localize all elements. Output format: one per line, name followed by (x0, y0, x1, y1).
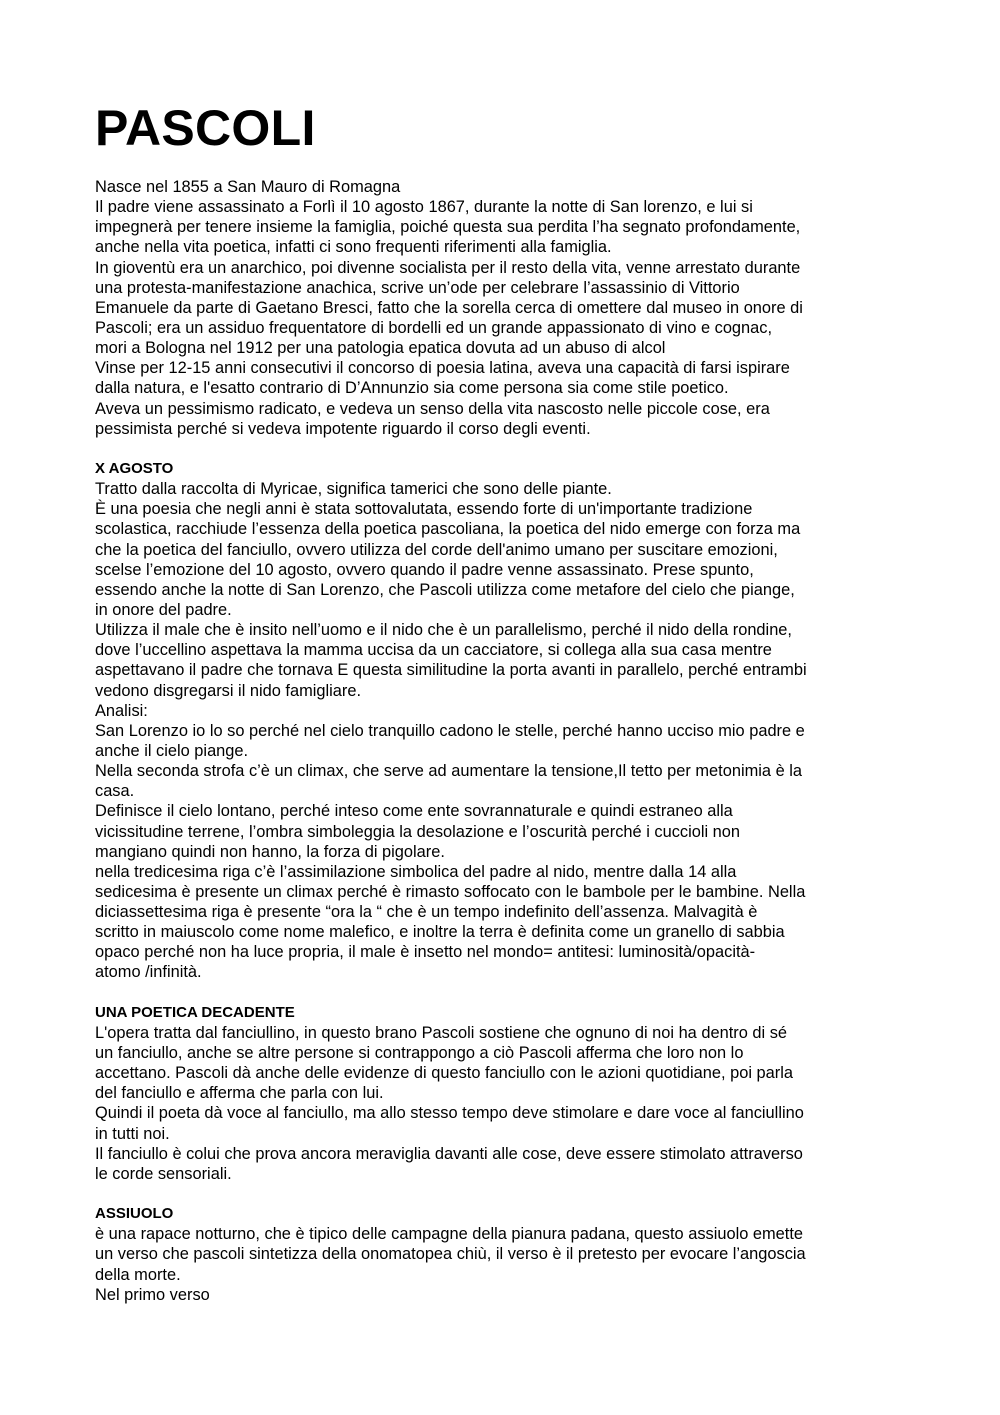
text-line: diciassettesima riga è presente “ora la “ che è un tempo indefinito dell’assenza. Malvagità è (95, 903, 758, 922)
text-line: vicissitudine terrene, l’ombra simboleggia la desolazione e l’oscurità perché i cuccioli non (95, 822, 741, 841)
section-gap (95, 1184, 915, 1204)
text-line: Aveva un pessimismo radicato, e vedeva un senso della vita nascosto nelle piccole cose, era (95, 399, 770, 418)
section-2 (95, 439, 915, 983)
section-heading: X AGOSTO (95, 459, 174, 477)
text-line: essendo anche la notte di San Lorenzo, che Pascoli utilizza come metafore del cielo che piange, (95, 580, 795, 599)
text-line: Utilizza il male che è insito nell’uomo e il nido che è un parallelismo, perché il nido della rondine, (95, 621, 792, 640)
section-heading: UNA POETICA DECADENTE (95, 1003, 295, 1021)
text-line: scritto in maiuscolo come nome malefico, e inoltre la terra è definita come un granello di sabbia (95, 923, 785, 942)
section-1 (95, 177, 915, 439)
text-line: L'opera tratta dal fanciullino, in questo brano Pascoli sostiene che ognuno di noi ha dentro di sé (95, 1023, 788, 1042)
text-line: San Lorenzo io lo so perché nel cielo tranquillo cadono le stelle, perché hanno ucciso mio padre e (95, 721, 805, 740)
text-line: Definisce il cielo lontano, perché inteso come ente sovrannaturale e quindi estraneo alla (95, 802, 733, 821)
text-line: Il fanciullo è colui che prova ancora meraviglia davanti alle cose, deve essere stimolato attraverso (95, 1144, 803, 1163)
section-gap (95, 439, 915, 459)
text-line: Nel primo verso (95, 1285, 210, 1304)
text-line: vedono disgregarsi il nido famigliare. (95, 681, 362, 700)
text-line: È una poesia che negli anni è stata sottovalutata, essendo forte di un'importante tradizione (95, 500, 753, 519)
text-line: che la poetica del fanciullo, ovvero utilizza del corde dell'animo umano per suscitare emozioni, (95, 540, 778, 559)
text-line: mori a Bologna nel 1912 per una patologia epatica dovuta ad un abuso di alcol (95, 339, 666, 358)
text-line: Emanuele da parte di Gaetano Bresci, fatto che la sorella cerca di omettere dal museo in onore di (95, 298, 803, 317)
text-line: anche il cielo piange. (95, 741, 249, 760)
text-line: nella tredicesima riga c’è l’assimilazione simbolica del padre al nido, mentre dalla 14 alla (95, 862, 737, 881)
section-heading: ASSIUOLO (95, 1205, 174, 1223)
text-line: Nella seconda strofa c’è un climax, che serve ad aumentare la tensione,Il tetto per metonimia è la (95, 762, 802, 781)
text-line: scolastica, racchiude l’essenza della poetica pascoliana, la poetica del nido emerge con forza ma (95, 520, 801, 539)
text-line: le corde sensoriali. (95, 1164, 232, 1183)
text-line: dove l’uccellino aspettava la mamma uccisa da un cacciatore, si collega alla sua casa mentre (95, 641, 772, 660)
text-line: pessimista perché si vedeva impotente riguardo il corso degli eventi. (95, 419, 591, 438)
text-line: accettano. Pascoli dà anche delle evidenze di questo fanciullo con le azioni quotidiane, poi parla (95, 1064, 793, 1083)
text-line: Pascoli; era un assiduo frequentatore di bordelli ed un grande appassionato di vino e cognac, (95, 318, 773, 337)
text-line: sedicesima è presente un climax perché è rimasto soffocato con le bambole per le bambine. Nella (95, 882, 806, 901)
text-line: impegnerà per tenere insieme la famiglia, poiché questa sua perdita l’ha segnato profondamente, (95, 218, 801, 237)
text-line: una protesta-manifestazione anachica, scrive un’ode per celebrare l’assassinio di Vittorio (95, 278, 740, 297)
document-body (95, 177, 915, 1305)
text-line: In gioventù era un anarchico, poi divenne socialista per il resto della vita, venne arrestato durante (95, 258, 801, 277)
section-gap (95, 983, 915, 1003)
text-line: Quindi il poeta dà voce al fanciullo, ma allo stesso tempo deve stimolare e dare voce al fanciullino (95, 1104, 804, 1123)
text-line: Analisi: (95, 701, 148, 720)
text-line: aspettavano il padre che tornava E questa similitudine la porta avanti in parallelo, perché entrambi (95, 661, 807, 680)
text-line: un fanciullo, anche se altre persone si contrappongo a ciò Pascoli afferma che loro non lo (95, 1044, 744, 1063)
text-line: della morte. (95, 1265, 181, 1284)
text-line: in tutti noi. (95, 1124, 170, 1143)
text-line: Nasce nel 1855 a San Mauro di Romagna (95, 178, 401, 196)
text-line: opaco perché non ha luce propria, il male è insetto nel mondo= antitesi: luminosità/opacità- (95, 943, 756, 962)
text-line: casa. (95, 782, 135, 801)
text-line: un verso che pascoli sintetizza della onomatopea chiù, il verso è il pretesto per evocare l’angoscia (95, 1245, 806, 1264)
text-line: atomo /infinità. (95, 963, 202, 982)
page-title: PASCOLI (95, 100, 316, 156)
text-line: scelse l’emozione del 10 agosto, ovvero quando il padre venne assassinato. Prese spunto, (95, 560, 754, 579)
text-line: Il padre viene assassinato a Forlì il 10 agosto 1867, durante la notte di San lorenzo, e lui si (95, 198, 753, 217)
text-line: del fanciullo e afferma che parla con lui. (95, 1084, 384, 1103)
text-line: dalla natura, e l'esatto contrario di D’Annunzio sia come persona sia come stile poetico. (95, 379, 729, 398)
text-line: Tratto dalla raccolta di Myricae, significa tamerici che sono delle piante. (95, 480, 612, 499)
text-line: in onore del padre. (95, 600, 232, 619)
text-line: mangiano quindi non hanno, la forza di pigolare. (95, 842, 445, 861)
text-line: Vinse per 12-15 anni consecutivi il concorso di poesia latina, aveva una capacità di farsi ispirare (95, 359, 790, 378)
text-line: anche nella vita poetica, infatti ci sono frequenti riferimenti alla famiglia. (95, 238, 612, 257)
section-3 (95, 983, 915, 1184)
text-line: è una rapace notturno, che è tipico delle campagne della pianura padana, questo assiuolo emette (95, 1225, 804, 1244)
section-4 (95, 1184, 915, 1305)
